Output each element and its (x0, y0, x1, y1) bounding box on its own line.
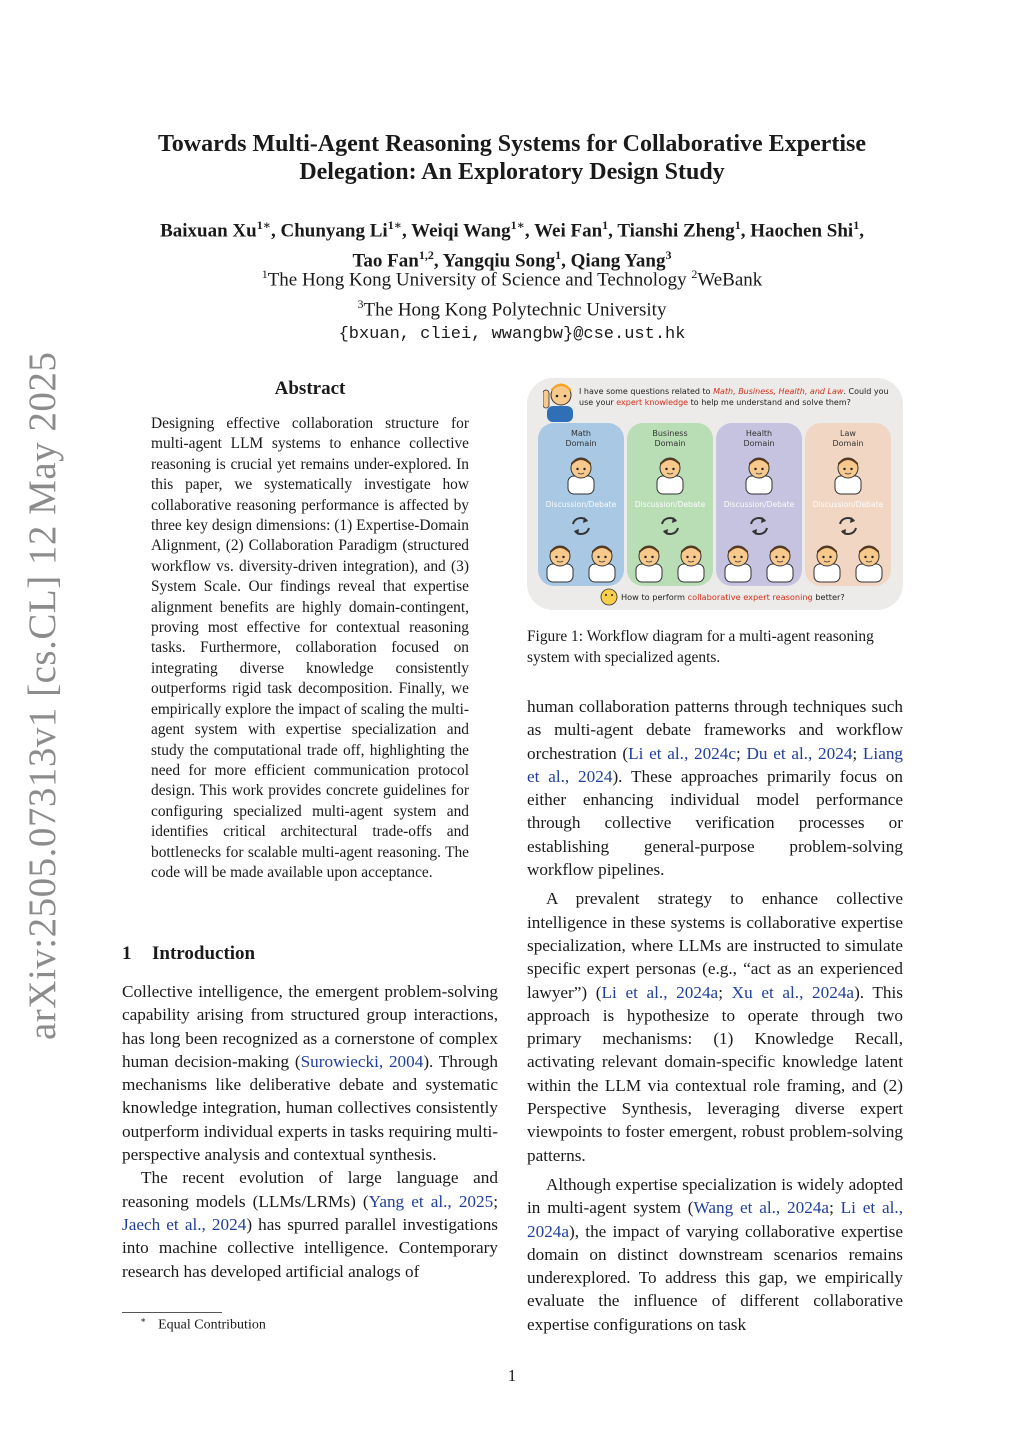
health-expert-icon (746, 458, 772, 494)
math-expert-pair-icon (547, 546, 615, 582)
math-expert-icon (568, 458, 594, 494)
text-run: ), the impact of varying collaborative expertise domain on distinct downstream scenarios remains underexplored. To address this gap, we empirically evaluate the influence of different collaborative expertise configurations on task (527, 1221, 903, 1334)
law-expert-icon (835, 458, 861, 494)
author: Qiang Yang (570, 250, 666, 272)
panel-discussion-label: Discussion/Debate (812, 500, 884, 509)
text-run: . Could you use your (579, 387, 889, 407)
panel-label-line: Health (745, 429, 773, 438)
panel-label-line: Domain (565, 439, 597, 448)
thinking-face-icon (601, 589, 617, 605)
law-expert-pair-icon (814, 546, 882, 582)
panel-discussion-label: Discussion/Debate (723, 500, 795, 509)
section-number: 1 (122, 943, 132, 964)
highlight-topics: Math, Business, Health, and Law (713, 387, 844, 396)
text-run: ; (829, 1198, 841, 1218)
panel-discussion-label: Discussion/Debate (545, 500, 617, 509)
citation-link[interactable]: Li et al., 2024c (628, 743, 736, 763)
section-title: Introduction (152, 943, 256, 964)
arxiv-identifier: arXiv:2505.07313v1 [cs.CL] 12 May 2025 (21, 351, 64, 1040)
author: Baixuan Xu (160, 220, 257, 242)
affiliation: The Hong Kong University of Science and Technology (267, 269, 687, 291)
paragraph (527, 695, 903, 881)
panel-label-line: Domain (743, 439, 775, 448)
affil-sup: 2 (691, 267, 698, 281)
figure-caption: Figure 1: Workflow diagram for a multi-agent reasoning system with specialized agents. (527, 628, 874, 666)
paper-title (112, 130, 912, 186)
text-run: ; (718, 982, 732, 1002)
text-run: better? (812, 592, 845, 602)
panel-label-line: Math (570, 429, 591, 438)
author-affil-sup: 1 (853, 218, 860, 232)
figure-workflow-diagram (527, 378, 903, 610)
section-heading (122, 943, 255, 965)
citation-link[interactable]: Du et al., 2024 (746, 743, 853, 763)
panel-label-line: Law (840, 429, 856, 438)
author-affil-sup: 1 (555, 248, 562, 263)
business-expert-pair-icon (636, 546, 704, 582)
paragraph (122, 980, 498, 1166)
cycle-icon (662, 517, 678, 535)
citation-link[interactable]: Wang et al., 2024a (693, 1198, 830, 1218)
bottom-question (621, 592, 845, 602)
contact-email: {bxuan, cliei, wwangbw}@cse.ust.hk (338, 324, 686, 344)
paragraph (122, 1166, 498, 1282)
author: Haochen Shi (750, 220, 854, 242)
text-run: ; (736, 743, 747, 763)
footnote (140, 1315, 266, 1334)
text-run: ; (852, 743, 863, 763)
text-run: How to perform (621, 592, 688, 602)
footnote-text: Equal Contribution (158, 1317, 266, 1333)
citation-link[interactable]: Yang et al., 2025 (368, 1191, 494, 1211)
page-number: 1 (507, 1366, 517, 1385)
author: Tianshi Zheng (617, 220, 735, 242)
intro-right-column (527, 695, 903, 1336)
text-run: ) has spurred parallel investigations into machine collective intelligence. Contemporary research has developed artificial analogs of (122, 1214, 498, 1281)
author-affil-sup: 1∗ (510, 218, 525, 232)
footnote-mark: ∗ (140, 1315, 147, 1325)
agents-illustration (527, 378, 903, 610)
affiliation-line-1 (112, 262, 912, 292)
author: Weiqi Wang (411, 220, 511, 242)
author: Wei Fan (534, 220, 603, 242)
footnote-divider (122, 1312, 222, 1313)
health-expert-pair-icon (725, 546, 793, 582)
affiliation: The Hong Kong Polytechnic University (363, 299, 667, 321)
panel-discussion-label: Discussion/Debate (634, 500, 706, 509)
text-run: to help me understand and solve them? (688, 398, 851, 407)
affil-sup: 1 (261, 267, 268, 281)
abstract-text: Designing effective collaboration structure for multi-agent LLM systems to enhance collective reasoning is crucial yet remains under-explored. In this paper, we systematically investigate how collaborative reasoning performance is affected by three key design dimensions: (1) Expertise-Domain Alignment, (2) Collaboration Paradigm (structured workflow vs. diversity-driven integration), and (3) System Scale. Our findings reveal that expertise alignment benefits are highly domain-contingent, proving most effective for contextual reasoning tasks. Furthermore, collaboration focused on integrating diverse knowledge consistently outperforms rigid task decomposition. Finally, we empirically explore the impact of scaling the multi-agent system with expertise specialization and study the computational trade off, highlighting the need for more efficient communication protocol design. This work provides concrete guidelines for configuring specialized multi-agent system and identifies critical architectural trade-offs and bottlenecks for scalable multi-agent reasoning. The code will be made available upon acceptance. (151, 415, 469, 881)
author-line-2: Tao Fan$^{1,2}$, Yangqiu Song$^1$, Qiang Yang$^3$ (352, 248, 672, 272)
citation-link[interactable]: Liang et al., 2024 (527, 743, 904, 786)
author-affil-sup: 1 (734, 218, 741, 232)
affiliation: WeBank (697, 269, 763, 291)
affil-sup: 3 (357, 297, 364, 312)
abstract-heading: Abstract (274, 378, 346, 399)
intro-left-column (122, 980, 498, 1283)
author-affil-sup: 1∗ (387, 218, 402, 232)
panel-label-line: Domain (654, 439, 686, 448)
paragraph (527, 887, 903, 1167)
title-line-1: Towards Multi-Agent Reasoning Systems for Collaborative Expertise (158, 131, 866, 157)
affiliations (112, 262, 912, 347)
affiliation-line-2 (112, 292, 912, 322)
cycle-icon (840, 517, 856, 535)
text-run: I have some questions related to (579, 387, 714, 396)
text-run: Although expertise specialization is widely adopted in multi-agent system ( (527, 1174, 903, 1218)
text-run: A prevalent strategy to enhance collective intelligence in these systems is collaborative expertise specialization, where LLMs are instructed to simulate specific expert personas (e.g., “act as an experienced lawyer”) ( (527, 889, 903, 1002)
business-expert-icon (657, 458, 683, 494)
cycle-icon (751, 517, 767, 535)
author: Yangqiu Song (442, 250, 556, 272)
author: Chunyang Li (280, 220, 388, 242)
paragraph (527, 1173, 903, 1336)
citation-link[interactable]: Li et al., 2024a (601, 982, 719, 1002)
title-line-2: Delegation: An Exploratory Design Study (299, 159, 725, 185)
text-run: ). This approach is hypothesize to operate through two primary mechanisms: (1) Knowledge Recall, activating relevant domain-specific knowledge latent within the LLM via contextual role framing, and (2) Perspective Synthesis, leveraging diverse expert viewpoints to foster emergent, robust problem-solving patterns. (527, 982, 903, 1165)
highlight-expert-knowledge: expert knowledge (616, 398, 689, 407)
text-run: The recent evolution of large language and reasoning models (LLMs/LRMs) ( (122, 1168, 498, 1211)
citation-link[interactable]: Li et al., 2024a (527, 1198, 903, 1241)
citation-link[interactable]: Jaech et al., 2024 (122, 1214, 247, 1234)
citation-link[interactable]: Xu et al., 2024a (731, 982, 855, 1002)
author-affil-sup: 3 (665, 248, 672, 263)
author-affil-sup: 1,2 (418, 248, 434, 263)
author-affil-sup: 1 (602, 218, 609, 232)
citation-link[interactable]: Surowiecki, 2004 (300, 1051, 424, 1071)
text-run: ). These approaches primarily focus on either enhancing individual model performance through collective verification processes or establishing general-purpose problem-solving workflow pipelines. (527, 766, 903, 880)
author-affil-sup: 1∗ (256, 218, 271, 232)
author: Tao Fan (352, 250, 419, 272)
text-run: Collective intelligence, the emergent problem-solving capability arising from structured group interactions, has long been recognized as a cornerstone of complex human decision-making ( (122, 982, 498, 1071)
highlight-collaborative-reasoning: collaborative expert reasoning (687, 592, 813, 602)
text-run: ; (493, 1191, 498, 1211)
author-line-1: Baixuan $Xu^{1∗}$, Chunyang $Li^{1∗}$, Weiqi Wang$^{1∗}$, Wei Fan$^1$, Tianshi Zheng$^1$, Haochen Shi$^1$, (160, 218, 864, 242)
text-run: ). Through mechanisms like deliberative debate and systematic knowledge integration, human collectives consistently outperform individual experts in tasks requiring multi-perspective analysis and contextual synthesis. (122, 1051, 498, 1165)
panel-label-line: Domain (832, 439, 864, 448)
panel-label-line: Business (652, 429, 688, 438)
cycle-icon (573, 517, 589, 535)
text-run: human collaboration patterns through techniques such as multi-agent debate frameworks and workflow orchestration ( (527, 697, 903, 763)
